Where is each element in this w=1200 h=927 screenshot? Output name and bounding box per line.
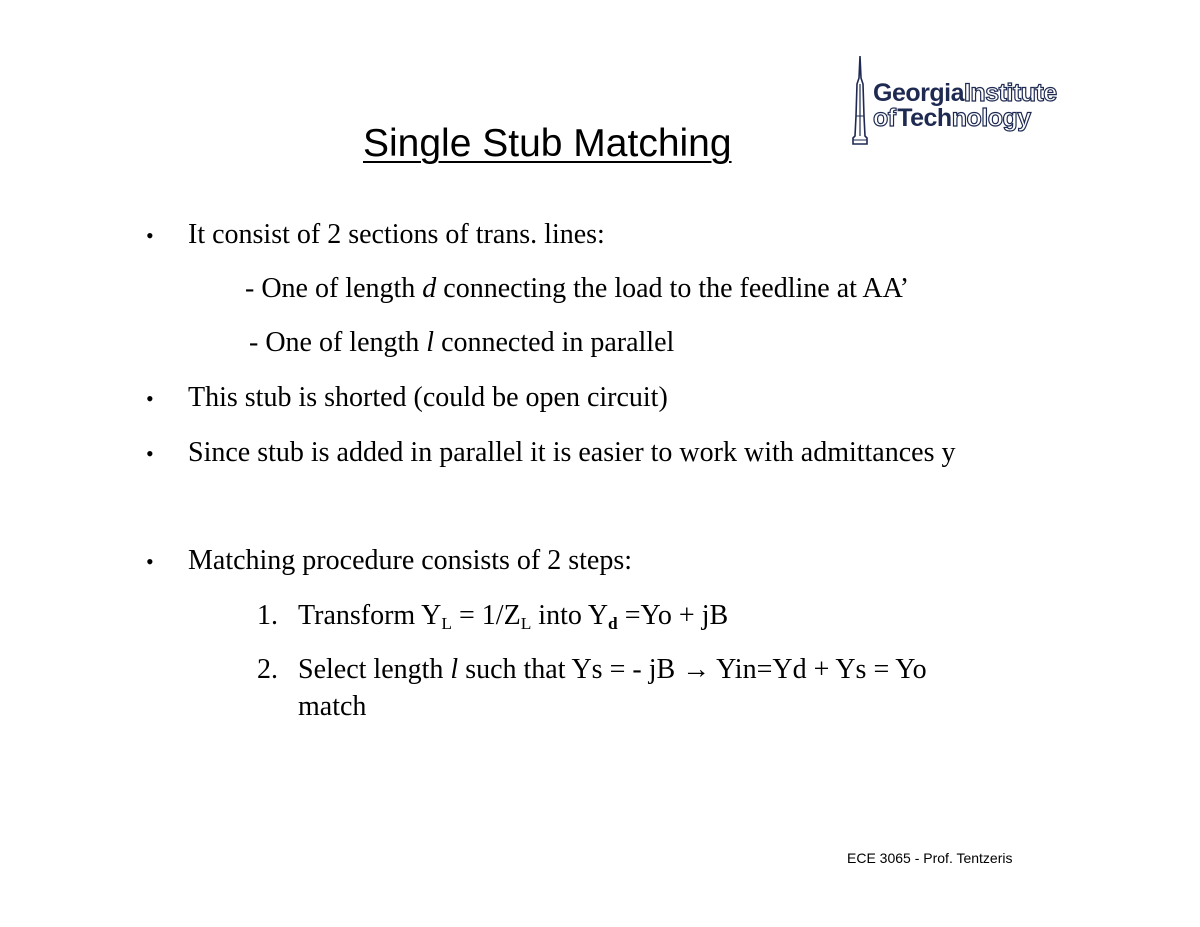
step-1-part-b: = 1/Z [452,600,521,631]
sub-L-2: L [520,614,532,634]
step-2-number: 2. [257,654,278,685]
step-1-text [298,600,729,634]
step-2-continuation: match [298,691,367,722]
tech-tower-icon [850,54,870,148]
bullet-icon: • [146,386,154,411]
logo-of: of [873,104,896,132]
sub-d: d [608,614,618,634]
georgia-tech-logo [850,54,1130,148]
var-l: l [426,327,435,358]
right-arrow-icon: → [682,654,711,685]
step-2-part-b: such that Ys = - jB [458,654,683,685]
step-2-text [298,656,927,684]
sub-item-1-pre: - One of length [245,273,423,304]
sub-item-2-post: connected in parallel [434,327,675,358]
var-d: d [422,273,437,304]
logo-line-1 [873,81,1057,106]
sub-L-1: L [441,614,452,634]
footer-credit: ECE 3065 - Prof. Tentzeris [847,850,1013,866]
step-2-part-a: Select length [298,654,451,685]
step-1-part-c: into Y [531,600,609,631]
var-l-step: l [450,654,459,685]
logo-tech: Tech [897,104,952,132]
sub-item-2 [249,329,674,357]
logo-nology: nology [951,104,1031,132]
logo-institute: Institute [963,79,1057,107]
bullet-text-1: It consist of 2 sections of trans. lines: [188,219,605,250]
bullet-icon: • [146,549,154,574]
step-1-number: 1. [257,600,278,631]
sub-item-1-post: connecting the load to the feedline at AA’ [436,273,910,304]
step-2-part-c: Yin=Yd + Ys = Yo [710,654,927,685]
logo-line-2 [873,106,1031,131]
sub-item-2-pre: - One of length [249,327,427,358]
bullet-text-3: Since stub is added in parallel it is easier to work with admittances y [188,437,956,468]
sub-item-1 [245,275,909,303]
step-1-part-d: =Yo + jB [617,600,729,631]
bullet-icon: • [146,441,154,466]
step-1-part-a: Transform Y [298,600,442,631]
bullet-text-4: Matching procedure consists of 2 steps: [188,545,633,576]
slide-title: Single Stub Matching [363,122,732,165]
bullet-text-2: This stub is shorted (could be open circuit) [188,382,668,413]
logo-georgia: Georgia [873,79,964,107]
bullet-icon: • [146,223,154,248]
